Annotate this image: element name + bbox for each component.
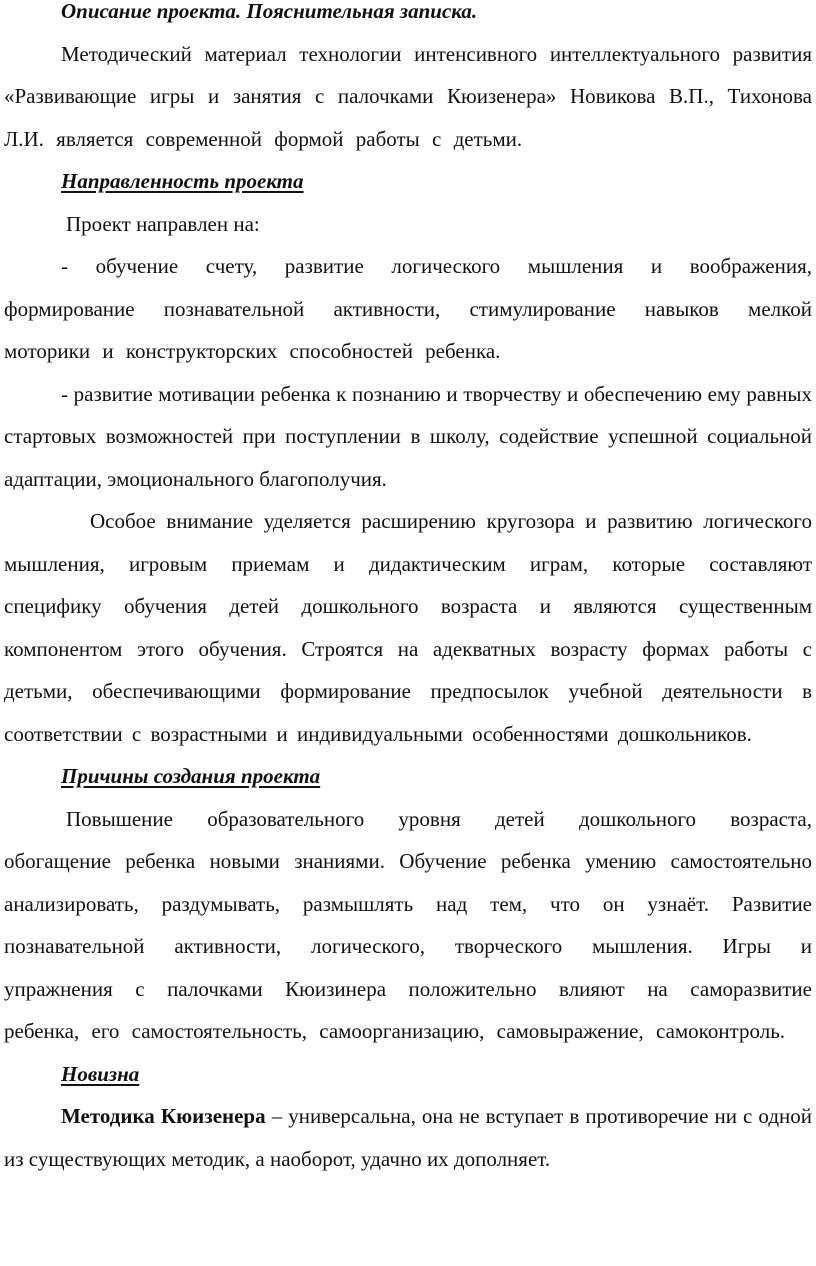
section-heading-novelty xyxy=(4,1053,812,1096)
document-title-text: Описание проекта. Пояснительная записка. xyxy=(61,0,478,23)
document-page xyxy=(4,0,812,1180)
document-title xyxy=(4,0,812,33)
reasons-paragraph: Повышение образовательного уровня детей дошкольного возраста, обогащение ребенка новыми знаниями. Обучение ребенка умению самостоятельно анализировать, раздумывать, размышлять над тем, что он узнаёт. Развитие познавательной активности, логического, творческого мышления. Игры и упражнения с палочками Кюизинера положительно влияют на саморазвитие ребенка, его самостоятельность, самоорганизацию, самовыражение, самоконтроль. xyxy=(4,806,812,1043)
novelty-paragraph xyxy=(4,1095,812,1180)
novelty-text: – универсальна, она не вступает в противоречие ни с одной из существующих методик, а наоборот, удачно их дополняет. xyxy=(4,1104,812,1171)
section-heading-reasons xyxy=(4,755,812,798)
direction-paragraph: Особое внимание уделяется расширению кругозора и развитию логического мышления, игровым приемам и дидактическим играм, которые составляют специфику обучения детей дошкольного возраста и являются существенным компонентом этого обучения. Строятся на адекватных возрасту формах работы с детьми, обеспечивающими формирование предпосылок учебной деятельности в соответствии с возрастными и индивидуальными особенностями дошкольников. xyxy=(4,509,812,746)
direction-lead: Проект направлен на: xyxy=(66,211,260,236)
direction-item-1: - обучение счету, развитие логического мышления и воображения, формирование познавательной активности, стимулирование навыков мелкой моторики и конструкторских способностей ребенка. xyxy=(4,254,812,363)
intro-paragraph: Методический материал технологии интенсивного интеллектуального развития «Развивающие игры и занятия с палочками Кюизенера» Новикова В.П., Тихонова Л.И. является современной формой работы с детьми. xyxy=(4,41,812,151)
section-heading-direction xyxy=(4,160,812,203)
section-heading-direction-text: Направленность проекта xyxy=(61,169,304,193)
novelty-method-name: Методика Кюизенера xyxy=(61,1104,266,1128)
direction-item-2: - развитие мотивации ребенка к познанию и творчеству и обеспечению ему равных стартовых возможностей при поступлении в школу, содействие успешной социальной адаптации, эмоционального благополучия. xyxy=(4,381,812,491)
section-heading-reasons-text: Причины создания проекта xyxy=(61,764,321,788)
section-heading-novelty-text: Новизна xyxy=(61,1061,140,1086)
